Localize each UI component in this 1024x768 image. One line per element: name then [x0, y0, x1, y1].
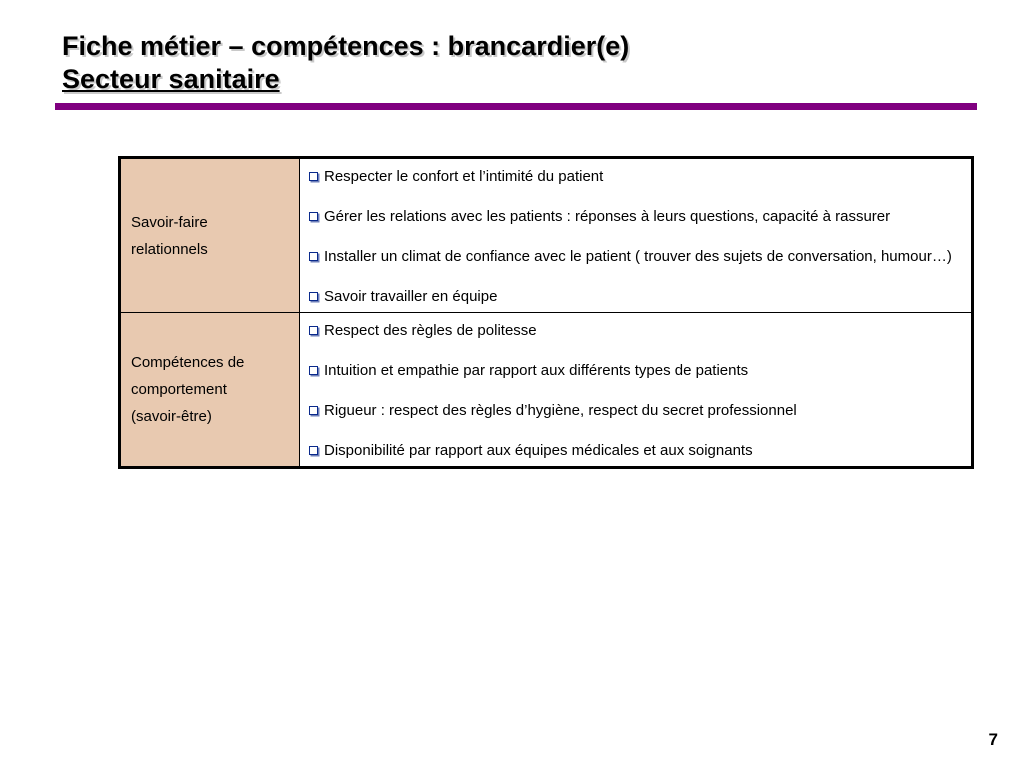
- list-item: [309, 283, 965, 310]
- items-cell: [300, 313, 973, 468]
- checkbox-bullet-icon: [309, 292, 318, 301]
- item-text: Gérer les relations avec les patients : réponses à leurs questions, capacité à rassurer: [324, 208, 891, 225]
- checkbox-bullet-icon: [309, 252, 318, 261]
- category-label: relationnels: [131, 240, 208, 258]
- item-text: Respecter le confort et l’intimité du patient: [324, 168, 604, 185]
- item-text: Installer un climat de confiance avec le patient ( trouver des sujets de conversation, humour…): [324, 248, 952, 265]
- category-cell: [120, 313, 300, 468]
- category-label: (savoir-être): [131, 408, 212, 425]
- skills-table: [118, 156, 974, 469]
- page-number: 7: [988, 730, 998, 749]
- list-item: [309, 317, 965, 344]
- checkbox-bullet-icon: [309, 406, 318, 415]
- title-line-1: Fiche métier – compétences : brancardier(e): [62, 31, 630, 61]
- checkbox-bullet-icon: [309, 172, 318, 181]
- category-cell: [120, 158, 300, 313]
- title-line-2: Secteur sanitaire: [62, 64, 280, 94]
- title-divider: [55, 103, 977, 110]
- list-item: [309, 163, 965, 190]
- item-text: Rigueur : respect des règles d’hygiène, respect du secret professionnel: [324, 402, 797, 419]
- item-text: Savoir travailler en équipe: [324, 288, 498, 305]
- list-item: [309, 243, 965, 270]
- items-cell: [300, 158, 973, 313]
- list-item: [309, 437, 965, 464]
- checkbox-bullet-icon: [309, 326, 318, 335]
- checkbox-bullet-icon: [309, 212, 318, 221]
- item-text: Respect des règles de politesse: [324, 322, 537, 339]
- item-text: Intuition et empathie par rapport aux différents types de patients: [324, 362, 749, 379]
- list-item: [309, 203, 965, 230]
- table-row: [120, 158, 973, 313]
- category-label: Compétences de: [131, 354, 245, 371]
- checkbox-bullet-icon: [309, 366, 318, 375]
- category-label: comportement: [131, 381, 227, 398]
- slide-title: [62, 30, 629, 96]
- list-item: [309, 397, 965, 424]
- list-item: [309, 357, 965, 384]
- item-text: Disponibilité par rapport aux équipes médicales et aux soignants: [324, 442, 753, 459]
- category-label: Savoir-faire: [131, 213, 208, 231]
- table-row: [120, 313, 973, 468]
- checkbox-bullet-icon: [309, 446, 318, 455]
